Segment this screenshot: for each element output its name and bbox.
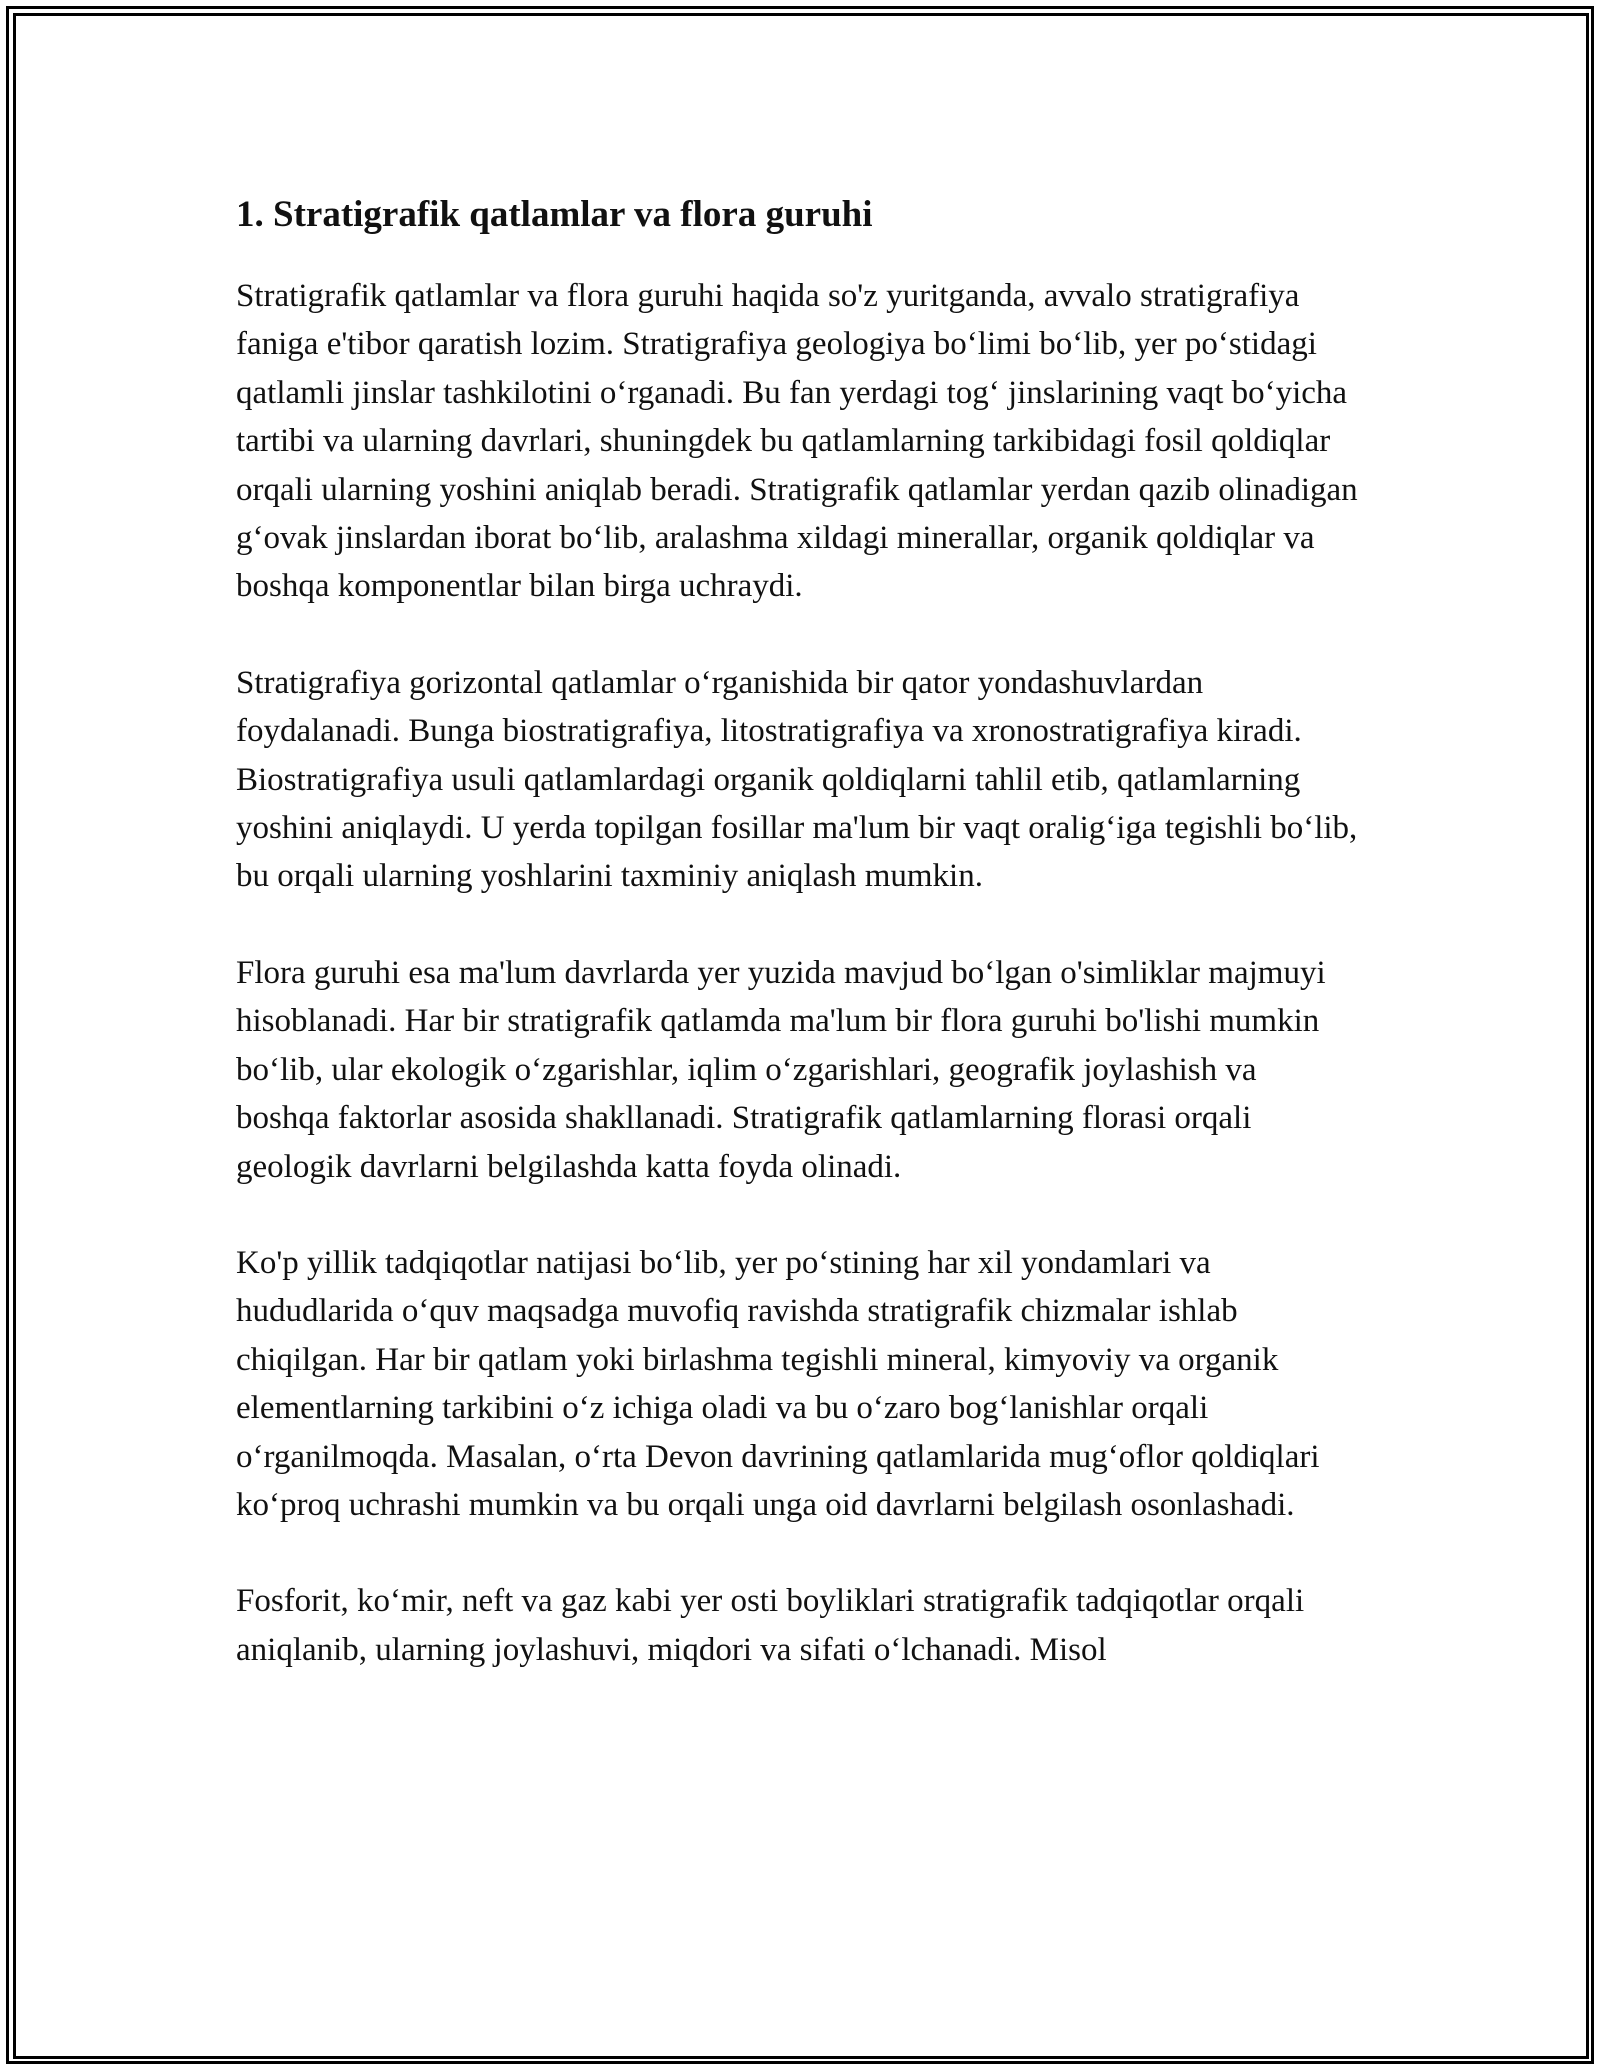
paragraph-2: Stratigrafiya gorizontal qatlamlar oʻrganishida bir qator yondashuvlardan foydalanadi. Bunga biostratigrafiya, litostratigrafiya va xronostratigrafiya kiradi. Biostratigrafiya usuli qatlamlardagi organik qoldiqlarni tahlil etib, qatlamlarning yoshini aniqlaydi. U yerda topilgan fosillar ma'lum bir vaqt oraligʻiga tegishli boʻlib, bu orqali ularning yoshlarini taxminiy aniqlash mumkin. (236, 664, 1358, 895)
paragraph-3: Flora guruhi esa ma'lum davrlarda yer yuzida mavjud boʻlgan o'simliklar majmuyi hisoblanadi. Har bir stratigrafik qatlamda ma'lum bir flora guruhi bo'lishi mumkin boʻlib, ular ekologik oʻzgarishlar, iqlim oʻzgarishlari, geografik joylashish va boshqa faktorlar asosida shakllanadi. Stratigrafik qatlamlarning florasi orqali geologik davrlarni belgilashda katta foyda olinadi. (236, 954, 1326, 1185)
paragraph-4: Ko'p yillik tadqiqotlar natijasi boʻlib, yer poʻstining har xil yondamlari va hududlarida oʻquv maqsadga muvofiq ravishda stratigrafik chizmalar ishlab chiqilgan. Har bir qatlam yoki birlashma tegishli mineral, kimyoviy va organik elementlarning tarkibini oʻz ichiga oladi va bu oʻzaro bogʻlanishlar orqali oʻrganilmoqda. Masalan, oʻrta Devon davrining qatlamlarida mugʻoflor qoldiqlari koʻproq uchrashi mumkin va bu orqali unga oid davrlarni belgilash osonlashadi. (236, 1244, 1320, 1523)
paragraph-5: Fosforit, koʻmir, neft va gaz kabi yer osti boyliklari stratigrafik tadqiqotlar orqali aniqlanib, ularning joylashuvi, miqdori va sifati oʻlchanadi. Misol (236, 1583, 1305, 1668)
section-heading: 1. Stratigrafik qatlamlar va flora guruhi (236, 194, 873, 235)
paragraph-1: Stratigrafik qatlamlar va flora guruhi haqida so'z yuritganda, avvalo stratigrafiya faniga e'tibor qaratish lozim. Stratigrafiya geologiya boʻlimi boʻlib, yer poʻstidagi qatlamli jinslar tashkilotini oʻrganadi. Bu fan yerdagi togʻ jinslarining vaqt boʻyicha tartibi va ularning davrlari, shuningdek bu qatlamlarning tarkibidagi fosil qoldiqlar orqali ularning yoshini aniqlab beradi. Stratigrafik qatlamlar yerdan qazib olinadigan gʻovak jinslardan iborat boʻlib, aralashma xildagi minerallar, organik qoldiqlar va boshqa komponentlar bilan birga uchraydi. (236, 278, 1358, 605)
document-body (236, 184, 1358, 1722)
